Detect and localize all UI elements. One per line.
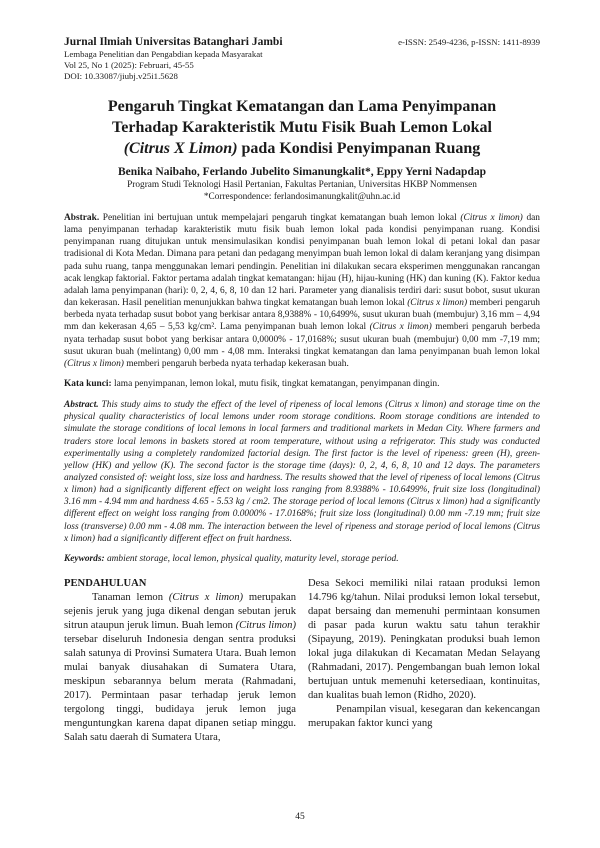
intro-paragraph-left: Tanaman lemon (Citrus x limon) merupakan sejenis jeruk yang juga dikenal dengan sebutan jeruk sitrun ataupun jeruk limun. Buah lemon (Citrus limon) tersebar diseluruh Indonesia dengan sentra produksi salah satunya di Provinsi Sumatera Utara. Buah lemon mulai banyak diusahakan di Sumatera Utara, meskipun sebarannya belum merata (Rahmadani, 2017). Permintaan pasar terhadap jeruk lemon tergolong tinggi, budidaya jeruk lemon juga menguntungkan karena dapat dipanen setiap minggu. Salah satu daerah di Sumatera Utara, (64, 591, 296, 743)
keywords-indonesian-text: lama penyimpanan, lemon lokal, mutu fisik, tingkat kematangan, penyimpanan dingin. (111, 379, 440, 390)
keywords-english (64, 553, 540, 565)
intro-paragraph-right-2: Penampilan visual, kesegaran dan kekencangan merupakan faktor kunci yang (308, 703, 540, 729)
keywords-english-text: ambient storage, local lemon, physical quality, maturity level, storage period. (104, 553, 399, 564)
body-column-right (308, 577, 540, 745)
body-columns (64, 577, 540, 745)
journal-title: Jurnal Ilmiah Universitas Batanghari Jambi (64, 36, 283, 48)
intro-paragraph-right-1: Desa Sekoci memiliki nilai rataan produksi lemon 14.796 kg/tahun. Nilai produksi lemon lokal tersebut, dapat bersaing dan memenuhi permintaan konsumen di pasar pada kurun waktu satu tahun terakhir (Sipayung, 2019). Peningkatan produksi buah lemon lokal juga dilakukan di Kecamatan Medan Selayang (Rahmadani, 2017). Pengembangan buah lemon lokal bertujuan untuk memenuhi ketersediaan, kontinuitas, dan kualitas buah lemon (Ridho, 2020). (308, 577, 540, 701)
journal-volume: Vol 25, No 1 (2025): Februari, 45-55 (64, 60, 194, 70)
journal-issn: e-ISSN: 2549-4236, p-ISSN: 1411-8939 (398, 37, 540, 47)
article-title (64, 96, 540, 159)
journal-header-left (64, 36, 283, 82)
page-number: 45 (295, 812, 305, 822)
keywords-indonesian (64, 378, 540, 390)
article-title-line-1: Pengaruh Tingkat Kematangan dan Lama Penyimpanan (107, 98, 497, 115)
keywords-english-label: Keywords: (64, 553, 105, 564)
journal-institution: Lembaga Penelitian dan Pengabdian kepada Masyarakat (64, 49, 263, 59)
section-heading-pendahuluan: PENDAHULUAN (64, 577, 147, 589)
keywords-indonesian-label: Kata kunci: (64, 379, 112, 390)
abstract-english (64, 399, 540, 545)
journal-doi: DOI: 10.33087/jiubj.v25i1.5628 (64, 71, 178, 81)
authors-line: Benika Naibaho, Ferlando Jubelito Simanungkalit*, Eppy Yerni Nadapdap (118, 166, 486, 178)
body-column-left (64, 577, 296, 745)
article-title-line-2: Terhadap Karakteristik Mutu Fisik Buah Lemon Lokal (112, 119, 492, 136)
correspondence-line: *Correspondence: ferlandosimanungkalit@uhn.ac.id (203, 191, 401, 202)
affiliation-line: Program Studi Teknologi Hasil Pertanian, Fakultas Pertanian, Universitas HKBP Nommensen (127, 180, 477, 190)
abstract-english-label: Abstract. (64, 400, 99, 411)
journal-header (64, 36, 540, 82)
abstract-indonesian: Abstrak. Penelitian ini bertujuan untuk mempelajari pengaruh tingkat kematangan buah lemon lokal (Citrus x limon) dan lama penyimpanan terhadap karakteristik mutu fisik buah lemon lokal pada kondisi penyimpanan ruang. Kondisi penyimpanan ruang ditujukan untuk mensimulasikan kondisi penyimpanan buah lemon lokal di petani lokal dan pasar tradisional di Kota Medan. Dimana para petani dan pedagang menyimpan buah lemon lokal di dalam keranjang yang disimpan pada suhu ruang, tanpa menggunakan lemari pendingin. Penelitian ini dilakukan secara eksperimen menggunakan rancangan acak lengkap faktorial. Faktor pertama adalah tingkat kematangan: hijau (H), hijau-kuning (HK) dan kuning (K). Faktor kedua adalah lama penyimpanan (hari): 0, 2, 4, 6, 8, 10 dan 12 hari. Parameter yang dianalisis terdiri dari: susut bobot, susut ukuran dan kekerasan. Hasil penelitian menunjukkan bahwa tingkat kematangan buah lemon lokal (Citrus x limon) memberi pengaruh berbeda nyata terhadap susut bobot yang berkisar antara 8,9388% - 10,6499%, susut ukuran buah (membujur) 3,16 mm – 4,94 mm dan kekerasan 4,65 – 5,53 kg/cm². Lama penyimpanan buah lemon lokal (Citrus x limon) memberi pengaruh berbeda nyata terhadap susut bobot yang berkisar antara 0,0000% - 17,0168%; susut ukuran buah (membujur) 0,00 mm -7,19 mm; susut ukuran buah (melintang) 0,00 mm - 4,08 mm. Interaksi tingkat kematangan dan lama penyimpanan buah lemon lokal (Citrus x limon) memberi pengaruh berbeda nyata terhadap kekerasan buah. (64, 213, 540, 369)
abstract-english-text: This study aims to study the effect of the level of ripeness of local lemons (Citrus x limon) and storage time on the physical quality characteristics of local lemons under room storage conditions. Room storage conditions are intended to simulate the storage conditions of local lemons in local farmers and traditional markets in Medan City. Where farmers and traders store local lemons in baskets stored at room temperature, without using a refrigerator. This study was conducted experimentally using a completely randomized factorial design. The first factor is the level of ripeness: green (H), green-yellow (HK) and yellow (K). The second factor is the storage time (days): 0, 2, 4, 6, 8, 10 and 12 days. The parameters analyzed consisted of: weight loss, size loss and hardness. The results showed that the level of ripeness of local lemons (Citrus x limon) had a significantly different effect on weight loss ranging from 8.9388% - 10.6499%, fruit size loss (longitudinal) 3.16 mm - 4.94 mm and hardness 4.65 - 5.53 kg / cm2. The storage period of local lemons (Citrus x limon) had a significantly different effect on weight loss ranging from 0.0000% - 17.0168%; fruit size loss (longitudinal) 0.00 mm -7.19 mm; fruit size loss (transverse) 0.00 mm - 4.08 mm. The interaction between the level of ripeness and storage period of local lemons (Citrus x limon) had a significantly different effect on fruit hardness. (64, 400, 540, 544)
article-title-line-3: (Citrus X Limon) pada Kondisi Penyimpanan Ruang (123, 140, 481, 157)
